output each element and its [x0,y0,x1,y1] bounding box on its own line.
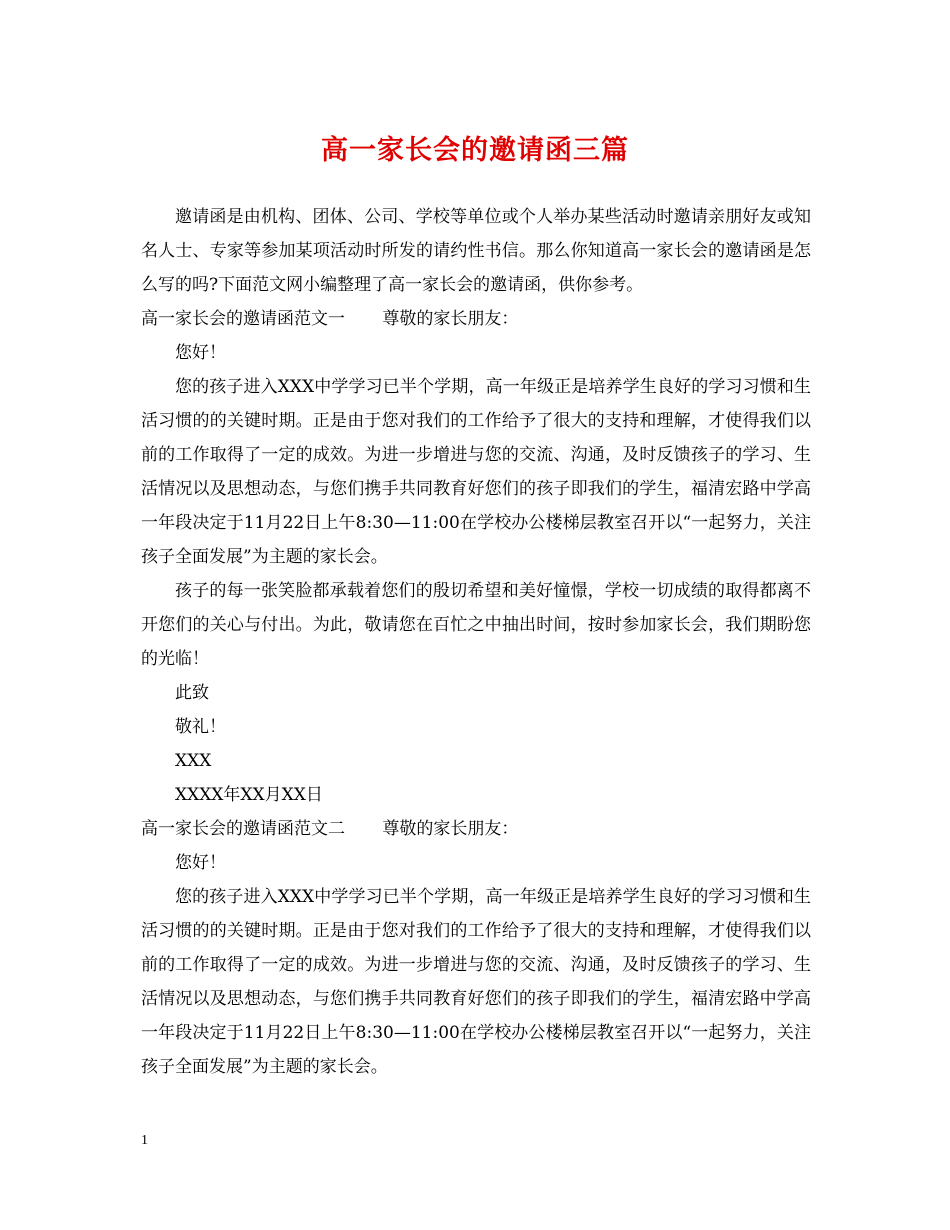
document-body [141,200,811,1084]
section-1-greeting: 您好！ [175,343,226,363]
section-1-paragraph-1: 您的孩子进入XXX中学学习已半个学期，高一年级正是培养学生良好的学习习惯和生活习惯的的关键时期。正是由于您对我们的工作给予了很大的支持和理解，才使得我们以前的工作取得了一定的成效。为进一步增进与您的交流、沟通，及时反馈孩子的学习、生活情况以及思想动态，与您们携手共同教育好您们的孩子即我们的学生，福清宏路中学高一年段决定于11月22日上午8:30—11:00在学校办公楼梯层教室召开以“一起努力，关注孩子全面发展”为主题的家长会。 [141,377,811,567]
section-1-heading: 高一家长会的邀请函范文一 [141,309,345,329]
section-2-heading: 高一家长会的邀请函范文二 [141,819,345,839]
section-2-heading-line [141,812,811,846]
section-1-salutation: 尊敬的家长朋友： [382,309,519,329]
intro-paragraph: 邀请函是由机构、团体、公司、学校等单位或个人举办某些活动时邀请亲朋好友或知名人士、专家等参加某项活动时所发的请约性书信。那么你知道高一家长会的邀请函是怎么写的吗?下面范文网小编整理了高一家长会的邀请函，供你参考。 [141,207,811,295]
section-1-heading-line [141,302,811,336]
section-1-date: XXXX年XX月XX日 [175,785,323,805]
section-2-paragraph-1: 您的孩子进入XXX中学学习已半个学期，高一年级正是培养学生良好的学习习惯和生活习惯的的关键时期。正是由于您对我们的工作给予了很大的支持和理解，才使得我们以前的工作取得了一定的成效。为进一步增进与您的交流、沟通，及时反馈孩子的学习、生活情况以及思想动态，与您们携手共同教育好您们的孩子即我们的学生，福清宏路中学高一年段决定于11月22日上午8:30—11:00在学校办公楼梯层教室召开以“一起努力，关注孩子全面发展”为主题的家长会。 [141,887,811,1077]
page-title: 高一家长会的邀请函三篇 [321,135,629,166]
section-2-salutation: 尊敬的家长朋友： [382,819,519,839]
section-1-paragraph-2: 孩子的每一张笑脸都承载着您们的殷切希望和美好憧憬，学校一切成绩的取得都离不开您们的关心与付出。为此，敬请您在百忙之中抽出时间，按时参加家长会，我们期盼您的光临！ [141,581,811,669]
page-number: 1 [141,1133,148,1148]
section-1-closing-1: 此致 [175,683,209,703]
section-1-closing-2: 敬礼！ [175,717,226,737]
section-1-signature: XXX [175,751,212,771]
section-2-greeting: 您好！ [175,853,226,873]
